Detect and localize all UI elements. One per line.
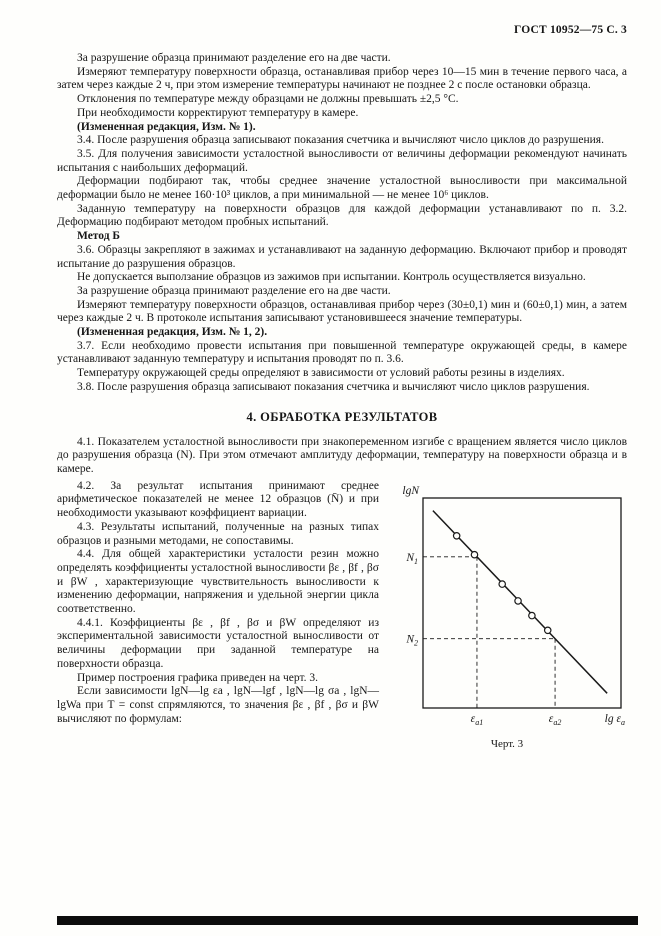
data-point	[545, 627, 551, 633]
paragraph: Деформации подбирают так, чтобы среднее значение усталостной выносливости при максимальной деформации было не менее 160·10³ циклов, а при минимальной — не менее 10⁶ циклов.	[57, 175, 627, 202]
paragraph: 4.4.1. Коэффициенты βε , βf , βσ и βW определяют из экспериментальной зависимости усталостной выносливости от величины деформации при заданной температуре на поверхности образца.	[57, 616, 379, 670]
paragraph: За разрушение образца принимают разделение его на две части.	[77, 52, 391, 64]
figure-caption: Черт. 3	[490, 737, 524, 750]
amendment-note: (Измененная редакция, Изм. № 1, 2).	[77, 326, 268, 339]
data-point	[499, 581, 505, 587]
paragraph: 4.1. Показателем усталостной выносливости при знакопеременном изгибе с вращением является число циклов до разрушения образца (N). При этом отмечают амплитуду деформации, температуру на поверхности образца и в камере.	[57, 435, 627, 475]
paragraph: 3.6. Образцы закрепляют в зажимах и устанавливают на заданную деформацию. Включают прибор и проводят испытание до разрушения образцов.	[57, 243, 627, 270]
data-point	[453, 532, 459, 538]
x-tick-label: $\varepsilon_{a1}$	[470, 712, 484, 727]
paragraph: 4.4. Для общей характеристики усталости резин можно определять коэффициенты усталостной выносливости βε , βf , βσ и βW , характеризующие чувствительность выносливости к изменению деформации, напряжения и удельной энергии цикла соответственно.	[57, 548, 379, 616]
x-tick-label: $\varepsilon_{a2}$	[548, 712, 562, 727]
text-column	[57, 480, 379, 750]
paragraph: 3.4. После разрушения образца записывают показания счетчика и вычисляют число циклов до разрушения.	[77, 134, 604, 147]
data-point	[471, 551, 477, 557]
footer-bar	[57, 916, 638, 925]
paragraph: 4.2. За результат испытания принимают среднее арифметическое показателей не менее 12 образцов (N̄) и при необходимости указывают коэффициент вариации.	[57, 479, 379, 520]
amendment-note: (Измененная редакция, Изм. № 1).	[77, 120, 256, 133]
paragraph: 4.3. Результаты испытаний, полученные на разных типах образцов и разными методами, не сопоставимы.	[57, 520, 379, 547]
fatigue-curve-figure	[387, 480, 627, 750]
y-tick-label: $N_1$	[406, 551, 418, 566]
paragraph: 3.5. Для получения зависимости усталостной выносливости от величины деформации рекомендуют начинать испытания с наибольших деформаций.	[57, 147, 627, 174]
y-tick-label: $N_2$	[406, 633, 418, 648]
document-body	[57, 52, 627, 750]
paragraph: Пример построения графика приведен на черт. 3.	[77, 671, 318, 684]
data-point	[529, 612, 535, 618]
paragraph: Температуру окружающей среды определяют в зависимости от условий работы резины в изделиях.	[77, 367, 565, 380]
data-point	[515, 597, 521, 603]
paragraph: При необходимости корректируют температуру в камере.	[77, 106, 359, 119]
section-heading: 4. ОБРАБОТКА РЕЗУЛЬТАТОВ	[246, 409, 438, 424]
paragraph: Измеряют температуру поверхности образцов, останавливая прибор через (30±0,1) мин и (60±0,1) мин, а затем через каждые 2 ч. В протоколе испытания записывают установившееся значение температуры.	[57, 298, 627, 325]
x-axis-label: $\lg \varepsilon_a$	[604, 712, 625, 727]
paragraph: 3.8. После разрушения образца записывают показания счетчика и вычисляют число циклов разрушения.	[77, 380, 590, 393]
paragraph: Заданную температуру на поверхности образцов для каждой деформации устанавливают по п. 3.2. Деформацию подбирают методом пробных испытаний.	[57, 202, 627, 229]
two-column-area	[57, 480, 627, 750]
y-axis-label: lgN	[402, 484, 419, 497]
paragraph: 3.7. Если необходимо провести испытания при повышенной температуре окружающей среды, в камере устанавливают заданную температуру и испытания проводят по п. 3.6.	[57, 339, 627, 366]
paragraph: Если зависимости lgN—lg εa , lgN—lgf , lgN—lg σa , lgN—lgWa при Т = const спрямляются, то значения βε , βf , βσ и βW вычисляют по формулам:	[57, 685, 379, 725]
paragraph: Измеряют температуру поверхности образца, останавливая прибор через 10—15 мин в течение первого часа, а затем через каждые 2 ч, при этом измерение температуры начинают не позднее 2 с после остановки образца.	[57, 65, 627, 92]
figure-plot	[387, 482, 627, 730]
figure-column	[387, 480, 627, 750]
paragraph: За разрушение образца принимают разделение его на две части.	[77, 284, 391, 297]
method-b-heading: Метод Б	[77, 230, 121, 243]
page-header: ГОСТ 10952—75 С. 3	[514, 24, 627, 36]
paragraph: Отклонения по температуре между образцами не должны превышать ±2,5 °С.	[77, 93, 459, 106]
paragraph: Не допускается выползание образцов из зажимов при испытании. Контроль осуществляется визуально.	[77, 271, 586, 284]
